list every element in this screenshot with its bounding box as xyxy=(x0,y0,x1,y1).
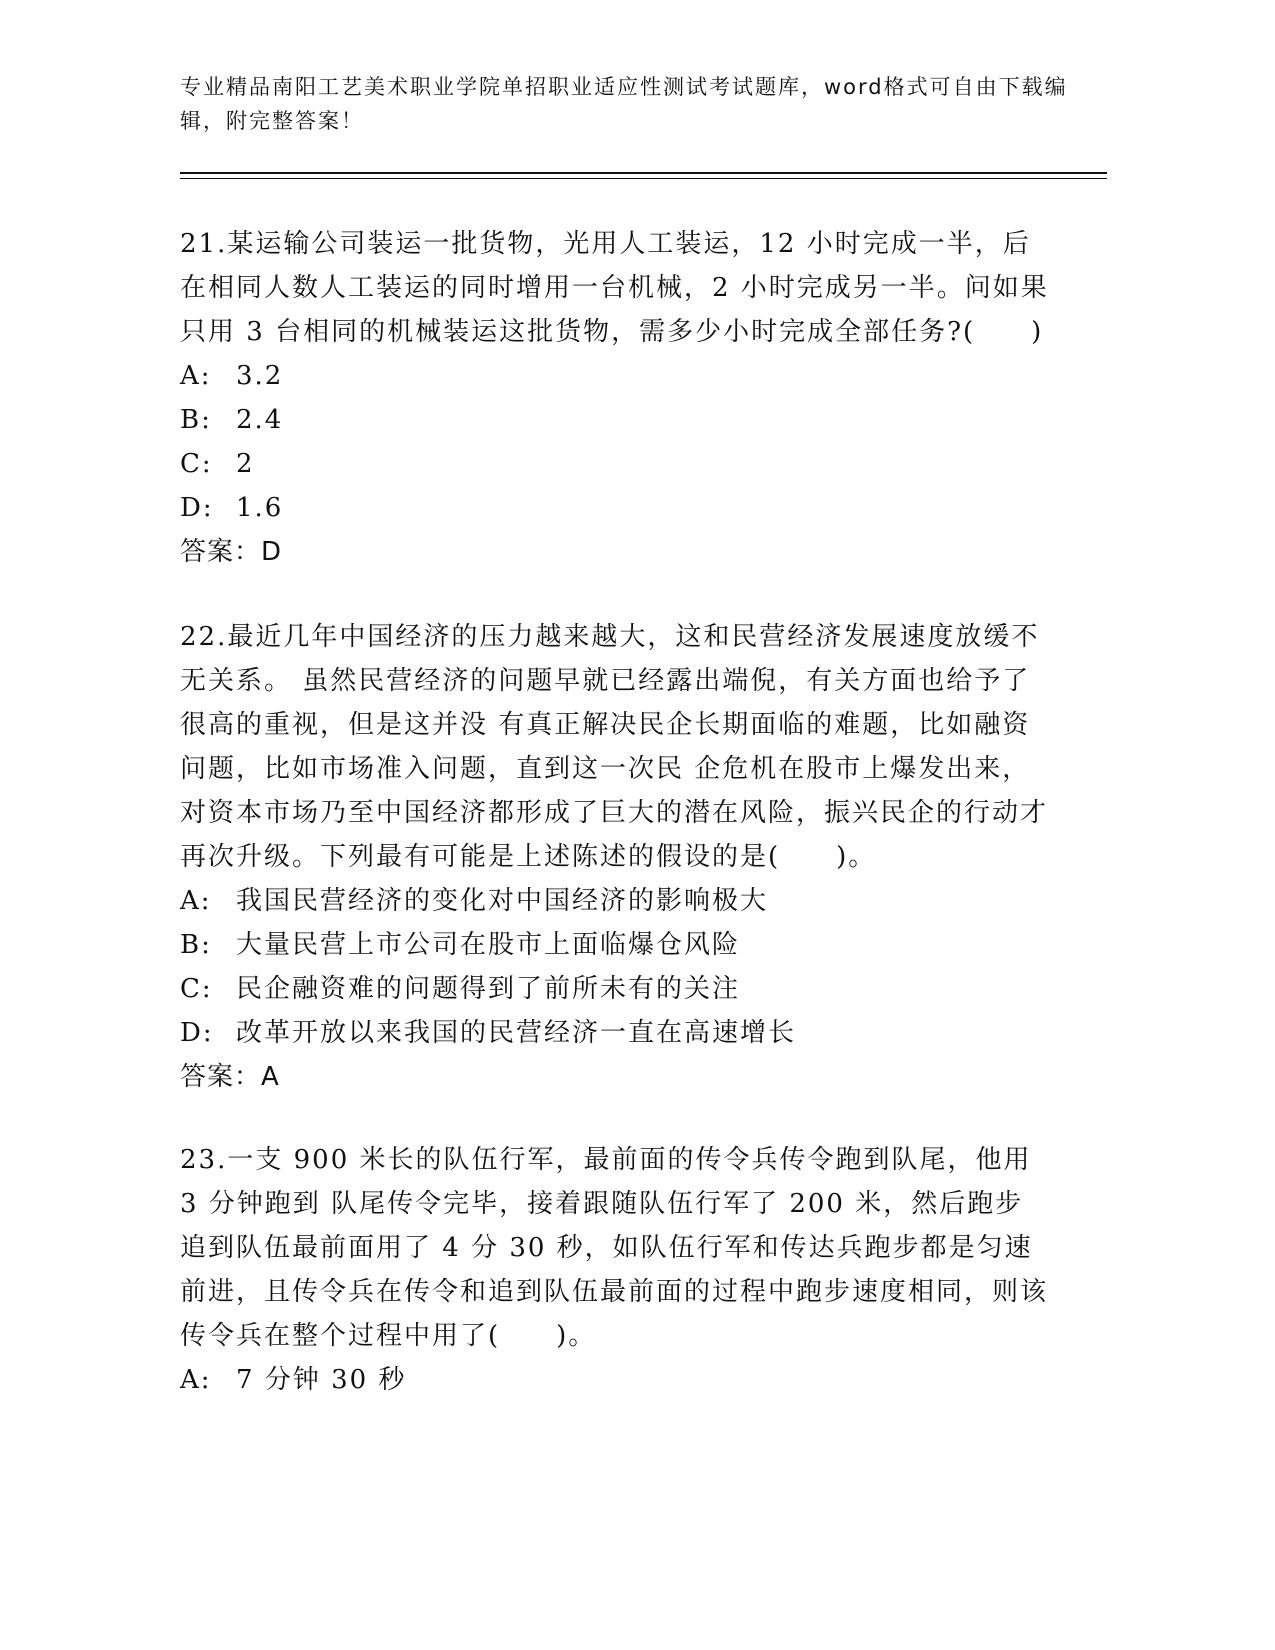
option-a xyxy=(180,354,1050,398)
option-text: 7 分钟 30 秒 xyxy=(236,1365,407,1395)
option-letter: A: xyxy=(180,886,212,916)
option-letter: A: xyxy=(180,361,212,391)
option-letter: A: xyxy=(180,1365,212,1395)
option-text: 1.6 xyxy=(236,493,284,523)
option-text: 改革开放以来我国的民营经济一直在高速增长 xyxy=(236,1018,797,1048)
question-stem: 22.最近几年中国经济的压力越来越大，这和民营经济发展速度放缓不无关系。 虽然民营经济的问题早就已经露出端倪，有关方面也给予了很高的重视，但是这并没 有真正解决民企长期面临的难题，比如融资问题，比如市场准入问题，直到这一次民 企危机在股市上爆发出来，对资本市场乃至中国经济都形成了巨大的潜在风险，振兴民企的行动才再次升级。下列最有可能是上述陈述的假设的是( )。 xyxy=(180,622,1049,872)
header-divider-thick xyxy=(180,172,1107,174)
option-letter: B: xyxy=(180,405,212,435)
option-text: 2 xyxy=(236,449,255,479)
option-a xyxy=(180,879,1050,923)
option-b xyxy=(180,923,1050,967)
option-letter: C: xyxy=(180,449,213,479)
answer-line: 答案：D xyxy=(180,537,283,567)
option-d xyxy=(180,1011,1050,1055)
question-22 xyxy=(180,615,1050,1099)
option-d xyxy=(180,486,1050,530)
option-text: 大量民营上市公司在股市上面临爆仓风险 xyxy=(236,930,741,960)
question-stem: 21.某运输公司装运一批货物，光用人工装运，12 小时完成一半，后在相同人数人工装运的同时增用一台机械，2 小时完成另一半。问如果只用 3 台相同的机械装运这批货物，需多少小时完成全部任务?( ) xyxy=(180,229,1049,347)
option-text: 我国民营经济的变化对中国经济的影响极大 xyxy=(236,886,769,916)
option-letter: D: xyxy=(180,493,214,523)
question-21 xyxy=(180,222,1050,574)
option-a xyxy=(180,1358,1050,1402)
option-text: 2.4 xyxy=(236,405,284,435)
option-letter: B: xyxy=(180,930,212,960)
question-23 xyxy=(180,1138,1050,1402)
answer-line: 答案：A xyxy=(180,1062,280,1092)
option-text: 民企融资难的问题得到了前所未有的关注 xyxy=(236,974,741,1004)
option-letter: C: xyxy=(180,974,213,1004)
option-text: 3.2 xyxy=(236,361,284,391)
option-b xyxy=(180,398,1050,442)
option-c xyxy=(180,442,1050,486)
option-c xyxy=(180,967,1050,1011)
document-header: 专业精品南阳工艺美术职业学院单招职业适应性测试考试题库，word格式可自由下载编辑，附完整答案！ xyxy=(180,75,1068,133)
question-stem: 23.一支 900 米长的队伍行军，最前面的传令兵传令跑到队尾，他用 3 分钟跑到 队尾传令完毕，接着跟随队伍行军了 200 米，然后跑步追到队伍最前面用了 4 分 30 秒，如队伍行军和传达兵跑步都是匀速前进，且传令兵在传令和追到队伍最前面的过程中跑步速度相同，则该传令兵在整个过程中用了( )。 xyxy=(180,1145,1049,1351)
header-divider-thin xyxy=(180,178,1107,179)
option-letter: D: xyxy=(180,1018,214,1048)
